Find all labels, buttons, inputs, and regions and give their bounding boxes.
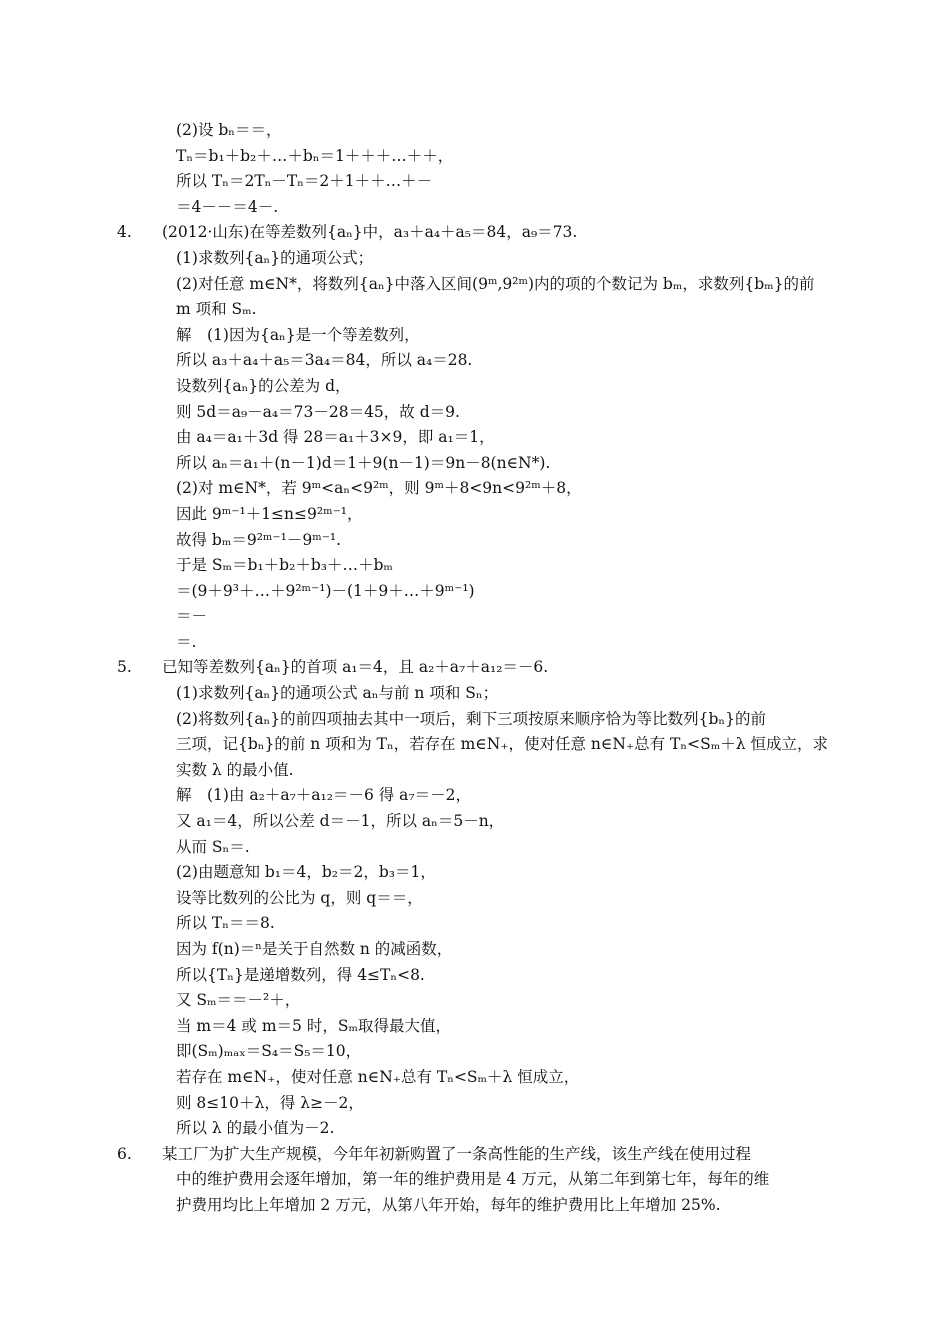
text-line: ＝(9＋9³＋…＋9²ᵐ⁻¹)－(1＋9＋…＋9ᵐ⁻¹) [176,581,475,600]
text-line: 当 m＝4 或 m＝5 时，Sₘ取得最大值， [176,1016,451,1035]
text-line: 则 5d＝a₉－a₄＝73－28＝45，故 d＝9. [176,402,460,421]
text-line: 护费用均比上年增加 2 万元，从第八年开始，每年的维护费用比上年增加 25%. [176,1195,721,1214]
text-line: 因此 9ᵐ⁻¹＋1≤n≤9²ᵐ⁻¹， [176,504,363,523]
text-line: 又 a₁＝4，所以公差 d＝－1，所以 aₙ＝5－n， [176,812,505,831]
text-line: 三项，记{bₙ}的前 n 项和为 Tₙ，若存在 m∈N₊，使对任意 n∈N₊总有 Tₙ<Sₘ＋λ 恒成立，求 [176,735,828,754]
text-line: 所以 Tₙ＝＝8. [176,914,275,933]
text-line: (2)由题意知 b₁＝4，b₂＝2，b₃＝1， [176,863,436,882]
text-line: 解 (1)由 a₂＋a₇＋a₁₂＝－6 得 a₇＝－2， [176,786,471,805]
problem-6-heading [0,1142,950,1168]
text-line: 设等比数列的公比为 q，则 q＝＝， [176,888,423,907]
text-line: 由 a₄＝a₁＋3d 得 28＝a₁＋3×9，即 a₁＝1， [176,428,495,447]
text-line: 因为 f(n)＝ⁿ是关于自然数 n 的减函数， [176,940,453,958]
problem-number: 5. [117,658,132,677]
text-line: 设数列{aₙ}的公差为 d， [176,376,351,395]
text-line: 所以 λ 的最小值为－2. [176,1119,335,1138]
text-line: 所以 a₃＋a₄＋a₅＝3a₄＝84，所以 a₄＝28. [176,351,473,370]
problem-statement: 已知等差数列{aₙ}的首项 a₁＝4，且 a₂＋a₇＋a₁₂＝－6. [162,658,549,677]
text-line: 从而 Sₙ＝. [176,837,250,856]
text-line: 中的维护费用会逐年增加，第一年的维护费用是 4 万元，从第二年到第七年，每年的维 [176,1170,770,1189]
problem-4-heading [0,220,950,246]
text-line: m 项和 Sₘ. [176,300,257,319]
problem-number: 6. [117,1144,132,1163]
text-line: ＝4－－＝4－. [176,197,279,216]
text-line: 即(Sₘ)ₘₐₓ＝S₄＝S₅＝10， [176,1042,362,1061]
text-line: (1)求数列{aₙ}的通项公式 aₙ与前 n 项和 Sₙ； [176,684,499,703]
text-line: 所以 aₙ＝a₁＋(n－1)d＝1＋9(n－1)＝9n－8(n∈N*). [176,453,551,472]
text-line: (2)将数列{aₙ}的前四项抽去其中一项后，剩下三项按原来顺序恰为等比数列{bₙ}的前 [176,709,766,728]
text-line: (2)设 bₙ＝＝， [176,121,282,139]
document-body [0,118,950,1219]
text-line: ＝－ [176,607,208,626]
text-line: (1)求数列{aₙ}的通项公式； [176,248,374,267]
text-line: 故得 bₘ＝9²ᵐ⁻¹－9ᵐ⁻¹. [176,530,342,549]
text-line: 实数 λ 的最小值. [176,760,294,779]
problem-5-heading [0,655,950,681]
text-line: (2)对 m∈N*，若 9ᵐ<aₙ<9²ᵐ，则 9ᵐ＋8<9n<9²ᵐ＋8， [176,479,582,498]
text-line: (2)对任意 m∈N*，将数列{aₙ}中落入区间(9ᵐ,9²ᵐ)内的项的个数记为 bₘ，求数列{bₘ}的前 [176,274,815,293]
problem-number: 4. [117,223,132,242]
text-line: 于是 Sₘ＝b₁＋b₂＋b₃＋…＋bₘ [176,556,393,575]
text-line: 解 (1)因为{aₙ}是一个等差数列， [176,325,420,344]
problem-statement: 某工厂为扩大生产规模，今年年初新购置了一条高性能的生产线，该生产线在使用过程 [162,1144,752,1163]
text-line: 所以 Tₙ＝2Tₙ－Tₙ＝2＋1＋＋…＋－ [176,172,433,191]
text-line: 若存在 m∈N₊，使对任意 n∈N₊总有 Tₙ<Sₘ＋λ 恒成立， [176,1067,580,1086]
text-line: 又 Sₘ＝＝－²＋， [176,991,301,1010]
text-line: ＝. [176,632,197,651]
problem-statement: (2012·山东)在等差数列{aₙ}中，a₃＋a₄＋a₅＝84，a₉＝73. [162,223,578,242]
text-line: 所以{Tₙ}是递增数列，得 4≤Tₙ<8. [176,965,425,984]
text-line: 则 8≤10＋λ，得 λ≥－2， [176,1093,364,1112]
text-line: Tₙ＝b₁＋b₂＋…＋bₙ＝1＋＋＋…＋＋， [176,146,454,165]
